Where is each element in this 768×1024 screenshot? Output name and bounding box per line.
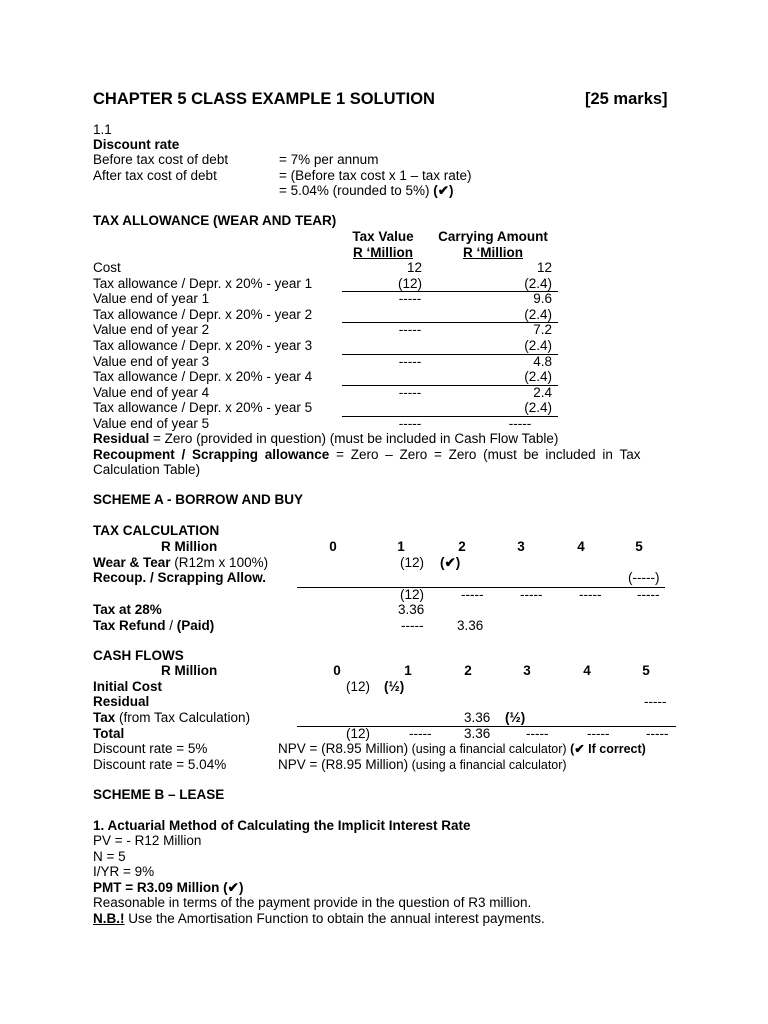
tax-calc-heading: TAX CALCULATION [93, 523, 220, 538]
rule [342, 354, 558, 355]
after-tax-label: After tax cost of debt [93, 168, 217, 183]
row-label: Tax allowance / Depr. x 20% - year 5 [93, 400, 313, 415]
subtotal-y5: ----- [637, 587, 660, 602]
initial-cost-y0: (12) [346, 679, 371, 694]
carrying-cell: (2.4) [524, 276, 552, 291]
tax-value-cell: ----- [398, 416, 422, 431]
year-header: 0 [333, 663, 341, 678]
tax-refund-y2: 3.36 [457, 618, 484, 633]
tick-mark: (✔) [440, 555, 461, 570]
initial-cost-label: Initial Cost [93, 679, 163, 694]
n-line: N = 5 [93, 849, 126, 864]
pv-line: PV = - R12 Million [93, 833, 202, 848]
year-header: 1 [397, 539, 405, 554]
npv-504: NPV = (R8.95 Million) (using a financial calculator) [278, 757, 567, 772]
row-label: Value end of year 5 [93, 416, 210, 431]
row-label: Tax allowance / Depr. x 20% - year 4 [93, 369, 313, 384]
nb-line: N.B.! Use the Amortisation Function to obtain the annual interest payments. [93, 911, 545, 926]
before-tax-value: = 7% per annum [279, 152, 379, 167]
residual-y5: ----- [644, 694, 667, 709]
discount-heading: Discount rate [93, 137, 180, 152]
carrying-cell: 12 [536, 260, 552, 275]
npv-5: NPV = (R8.95 Million) (using a financial calculator) (✔ If correct) [278, 741, 646, 756]
year-header: 0 [329, 539, 337, 554]
carrying-cell: ----- [508, 416, 532, 431]
after-tax-result: = 5.04% (rounded to 5%) (✔) [279, 183, 454, 198]
year-header: 2 [464, 663, 472, 678]
scheme-b-heading: SCHEME B – LEASE [93, 787, 225, 802]
carrying-cell: (2.4) [524, 369, 552, 384]
row-label: Tax allowance / Depr. x 20% - year 3 [93, 338, 313, 353]
section-number: 1.1 [93, 122, 112, 137]
subtotal-y4: ----- [579, 587, 602, 602]
marks-label: [25 marks] [585, 90, 668, 108]
scheme-a-heading: SCHEME A - BORROW AND BUY [93, 492, 303, 507]
discount-rate-504: Discount rate = 5.04% [93, 757, 227, 772]
total-y3: ----- [526, 726, 549, 741]
pmt-line: PMT = R3.09 Million (✔) [93, 880, 244, 895]
wear-tear-label: Wear & Tear (R12m x 100%) [93, 555, 269, 570]
r-million-label: R Million [161, 539, 218, 554]
tax-label: Tax (from Tax Calculation) [93, 710, 251, 725]
row-label: Value end of year 4 [93, 385, 210, 400]
total-label: Total [93, 726, 125, 741]
year-header: 5 [642, 663, 650, 678]
year-header: 4 [577, 539, 585, 554]
total-y4: ----- [587, 726, 610, 741]
carrying-cell: 9.6 [533, 291, 552, 306]
rule [342, 385, 558, 386]
discount-rate-5: Discount rate = 5% [93, 741, 208, 756]
recoup-y5: (-----) [628, 570, 660, 585]
tax-28-label: Tax at 28% [93, 602, 162, 617]
tax-allowance-heading: TAX ALLOWANCE (WEAR AND TEAR) [93, 213, 337, 228]
carrying-cell: 4.8 [533, 354, 552, 369]
tax-28-y1: 3.36 [398, 602, 425, 617]
subtotal-y3: ----- [520, 587, 543, 602]
rule [342, 291, 558, 292]
row-label: Value end of year 1 [93, 291, 210, 306]
recoupment-line-2: Calculation Table) [93, 462, 201, 477]
carrying-cell: (2.4) [524, 307, 552, 322]
row-label: Tax allowance / Depr. x 20% - year 2 [93, 307, 313, 322]
row-label: Value end of year 2 [93, 322, 210, 337]
tax-refund-y1: ----- [401, 618, 424, 633]
after-tax-formula: = (Before tax cost x 1 – tax rate) [279, 168, 472, 183]
row-label: Tax allowance / Depr. x 20% - year 1 [93, 276, 313, 291]
tax-y2: 3.36 [464, 710, 491, 725]
tax-value-unit: R ‘Million [353, 245, 413, 260]
residual-line: Residual = Zero (provided in question) (must be included in Cash Flow Table) [93, 431, 559, 446]
rule [342, 416, 558, 417]
tax-refund-label: Tax Refund / (Paid) [93, 618, 215, 633]
recoupment-line: Recoupment / Scrapping allowance = Zero – Zero = Zero (must be included in Tax [93, 447, 641, 462]
tax-value-cell: ----- [398, 354, 422, 369]
year-header: 5 [635, 539, 643, 554]
row-label: Cost [93, 260, 121, 275]
total-y5: ----- [646, 726, 669, 741]
subtotal-y1: (12) [400, 587, 425, 602]
carrying-amount-unit: R ‘Million [463, 245, 523, 260]
year-header: 4 [583, 663, 591, 678]
page-title: CHAPTER 5 CLASS EXAMPLE 1 SOLUTION [93, 90, 435, 108]
total-y2: 3.36 [464, 726, 491, 741]
r-million-label: R Million [161, 663, 218, 678]
row-label: Value end of year 3 [93, 354, 210, 369]
tick-mark: (✔) [433, 183, 454, 198]
tax-value-cell: ----- [398, 322, 422, 337]
carrying-cell: (2.4) [524, 400, 552, 415]
half-mark: (½) [505, 710, 526, 725]
total-y1: ----- [409, 726, 432, 741]
rule [342, 322, 558, 323]
carrying-amount-header: Carrying Amount [438, 229, 548, 244]
before-tax-label: Before tax cost of debt [93, 152, 229, 167]
subtotal-y2: ----- [461, 587, 484, 602]
carrying-cell: (2.4) [524, 338, 552, 353]
year-header: 3 [523, 663, 531, 678]
half-mark: (½) [384, 679, 405, 694]
reasonable-line: Reasonable in terms of the payment provide in the question of R3 million. [93, 895, 532, 910]
year-header: 1 [404, 663, 412, 678]
total-y0: (12) [346, 726, 371, 741]
actuarial-heading: 1. Actuarial Method of Calculating the Implicit Interest Rate [93, 818, 471, 833]
carrying-cell: 7.2 [533, 322, 552, 337]
residual-label: Residual [93, 694, 150, 709]
tax-value-cell: ----- [398, 385, 422, 400]
tax-value-cell: (12) [397, 276, 422, 291]
tax-value-header: Tax Value [352, 229, 414, 244]
year-header: 2 [458, 539, 466, 554]
year-header: 3 [517, 539, 525, 554]
cash-flows-heading: CASH FLOWS [93, 648, 184, 663]
tax-value-cell: ----- [398, 291, 422, 306]
wear-tear-y1: (12) [400, 555, 425, 570]
tax-value-cell: 12 [406, 260, 422, 275]
carrying-cell: 2.4 [533, 385, 552, 400]
recoup-label: Recoup. / Scrapping Allow. [93, 570, 267, 585]
iyr-line: I/YR = 9% [93, 864, 155, 879]
